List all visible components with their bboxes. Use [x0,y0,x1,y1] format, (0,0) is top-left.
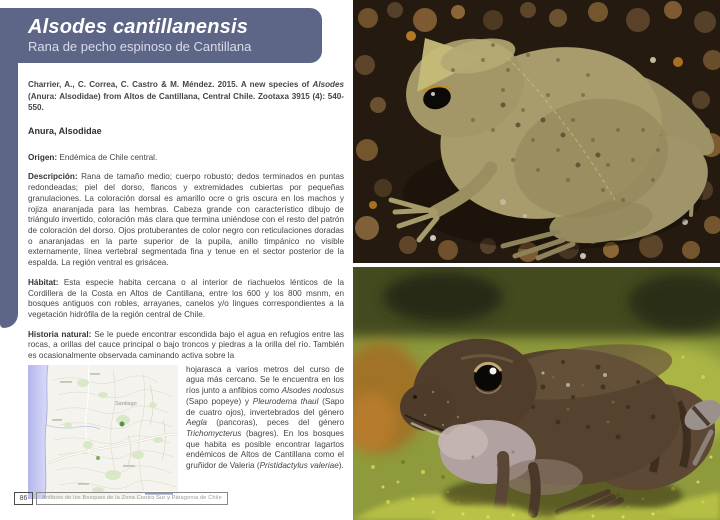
photo-frog-side-view [353,267,720,520]
map-and-text-row [28,365,344,499]
section-historia-beside-map: hojarasca a varios metros del curso de agua más cercano. Se le encuentra en los ríos junto a anfibios como Alsodes nodosus (Sapo popeye) y Pleurodema thaul (Sapo de cuatro ojos), invertebrados del género Aegla (pancoras), peces del género Trichomycterus (bagres). En los bosques que habita es posible encontrar lagartos endémicos de Altos de Cantillana como el gruñidor de Valeria (Pristidactylus valeriae). [186,364,345,471]
section-historia-label: Historia natural: [28,329,92,339]
page-footer [14,492,228,505]
section-historia-natural [28,330,344,362]
section-historia-intro: Se le puede encontrar escondida bajo el agua en refugios entre las rocas, a orillas del cauce principal o bajo troncos y piedras a la orilla del río. También es ocasionalmente observada caminando activa sobre la [28,329,344,361]
section-habitat-label: Hábitat: [28,277,59,287]
content-card [18,63,348,499]
section-origen-text: Endémica de Chile central. [59,152,158,162]
book-title: Anfibios de los Bosques de la Zona Centro Sur y Patagonia de Chile [36,492,228,505]
section-descripcion-label: Descripción: [28,172,78,182]
section-origen [28,153,344,164]
page-number: 86 [14,492,33,505]
map-label-santiago: Santiago [115,400,137,407]
species-title: Alsodes cantillanensis [28,16,249,38]
distribution-map [28,365,178,499]
section-origen-label: Origen: [28,152,58,162]
taxonomy: Anura, Alsodidae [28,125,102,136]
section-descripcion-text: Rana de tamaño medio; cuerpo robusto; dedos terminados en puntas redondeadas; piel del dorso, flancos y extremidades cubiertas por pequeñas granulaciones. La coloración dorsal es amarillo ocre o gris oscura en los machos y rojiza anaranjada para las hembras. Cabeza grande con característico dibujo de triángulo invertido, coloración más clara que termina uniéndose con el resto del patrón de coloración del dorso. Ojos protuberantes de color negro con reticulaciones doradas o anaranjadas en la parte superior de la pupila, anillo timpánico no visible externamente, línea vertebral segmentada fina y tenue en el sector posterior de la espalda. La región ventral es grisácea. [28,172,345,268]
map-locality-marker [120,421,125,426]
section-descripcion [28,172,344,268]
citation: Charrier, A., C. Correa, C. Castro & M. Méndez. 2015. A new species of Alsodes (Anura: Alsodidae) from Altos de Cantillana, Central Chile. Zootaxa 3915 (4): 540-550. [28,80,344,113]
species-header [0,8,322,63]
species-common-name: Rana de pecho espinoso de Cantillana [28,39,252,54]
photo-frog-dorsal-view [353,0,720,263]
section-habitat-text: Esta especie habita cercana o al interior de riachuelos lénticos de la Cordillera de la Costa en Altos de Cantillana, entre los 600 y los 800 msnm, en bosques antiguos con robles, arrayanes, canelos y/o lingues correspondientes a la vegetación hidrófila de la región central de Chile. [28,277,344,319]
section-habitat [28,278,344,321]
